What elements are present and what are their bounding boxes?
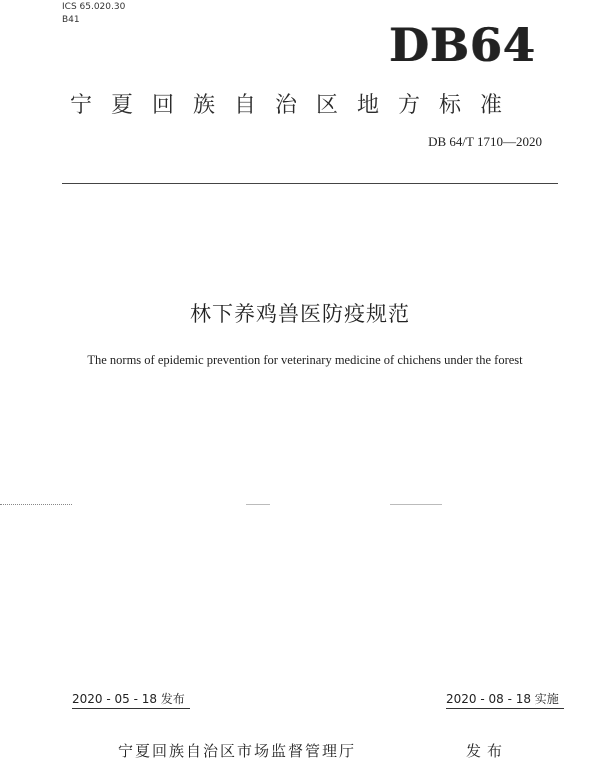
implement-date: 2020 - 08 - 18 实施 [446,690,564,709]
faint-divider [390,504,442,505]
ics-code: ICS 65.020.30 [62,2,126,12]
faint-divider [0,504,72,505]
publish-date: 2020 - 05 - 18 发布 [72,690,190,709]
faint-divider [246,504,270,505]
ccs-code: B41 [62,15,80,25]
document-title-english: The norms of epidemic prevention for veterinary medicine of chichens under the forest [87,353,523,367]
standard-logo: DB64 [389,18,536,72]
standard-category: 宁夏回族自治区地方标准 [70,93,522,118]
document-title: 林下养鸡兽医防疫规范 [190,302,410,326]
header-divider [62,183,558,184]
issuing-authority: 宁夏回族自治区市场监督管理厅 [118,742,357,760]
standard-number: DB 64/T 1710—2020 [428,134,542,149]
issued-label: 发布 [466,742,509,760]
